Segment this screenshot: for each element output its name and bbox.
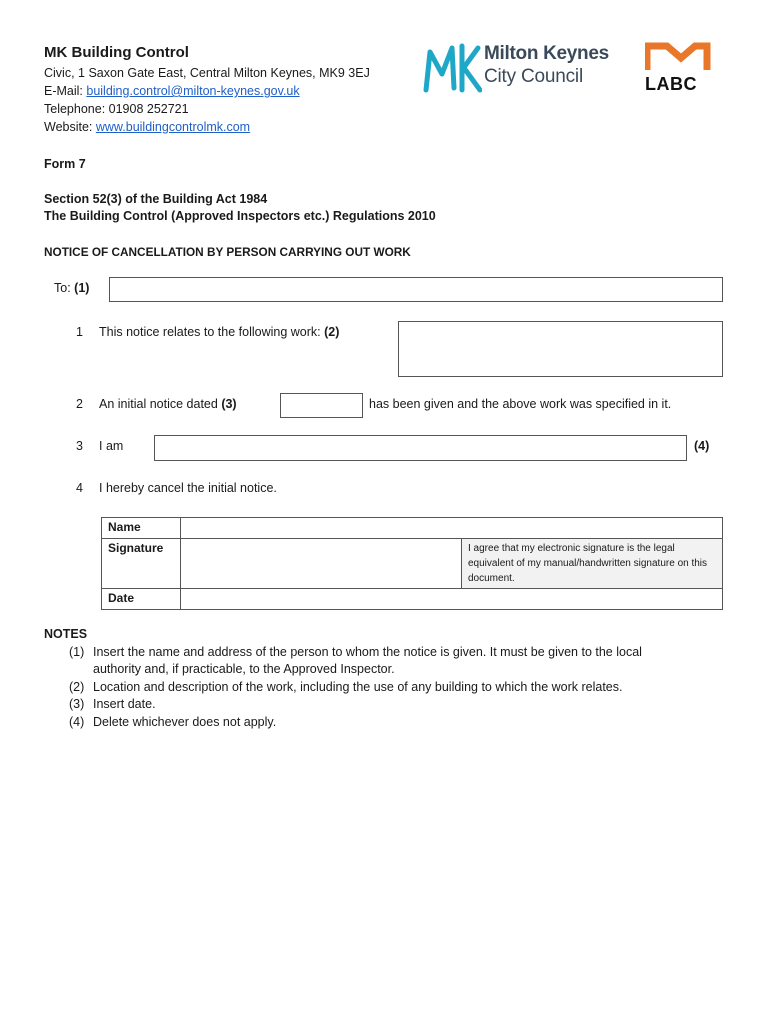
item-1-number: 1	[76, 325, 83, 339]
note-1-ref: (1)	[69, 645, 85, 659]
telephone: Telephone: 01908 252721	[44, 102, 189, 116]
org-name: MK Building Control	[44, 44, 189, 61]
section-reference: Section 52(3) of the Building Act 1984	[44, 192, 268, 206]
date-input[interactable]	[181, 589, 723, 610]
to-label-text: To:	[54, 281, 75, 295]
initial-notice-date-input[interactable]	[280, 393, 363, 418]
note-2-text: Location and description of the work, including the use of any building to which the work relates.	[93, 680, 623, 694]
labc-roof-icon	[645, 42, 717, 72]
item-2-number: 2	[76, 397, 83, 411]
note-3-text: Insert date.	[93, 697, 156, 711]
note-4-ref: (4)	[69, 715, 85, 729]
note-2-ref: (2)	[69, 680, 85, 694]
labc-text: LABC	[645, 74, 697, 94]
website-line	[44, 120, 250, 134]
email-link[interactable]: building.control@milton-keynes.gov.uk	[86, 84, 300, 98]
date-label: Date	[102, 589, 181, 610]
name-label: Name	[102, 518, 181, 539]
note-3-ref: (3)	[69, 697, 85, 711]
item-2-label	[99, 397, 237, 411]
signature-label: Signature	[102, 539, 181, 589]
council-name-line1: Milton Keynes	[484, 43, 609, 64]
email-line	[44, 84, 300, 98]
item-1-label	[99, 325, 339, 339]
note-1-line2: authority and, if practicable, to the Approved Inspector.	[93, 662, 395, 676]
to-ref: (1)	[74, 281, 90, 295]
item-3-text: I am	[99, 439, 124, 453]
address: Civic, 1 Saxon Gate East, Central Milton Keynes, MK9 3EJ	[44, 66, 370, 80]
website-label: Website:	[44, 120, 96, 134]
i-am-input[interactable]	[154, 435, 687, 461]
notice-title: NOTICE OF CANCELLATION BY PERSON CARRYING OUT WORK	[44, 245, 411, 259]
council-name-line2: City Council	[484, 66, 583, 87]
item-1-ref: (2)	[324, 325, 340, 339]
notes-heading: NOTES	[44, 627, 88, 641]
item-3-ref: (4)	[694, 439, 710, 453]
item-4-text: I hereby cancel the initial notice.	[99, 481, 277, 495]
email-label: E-Mail:	[44, 84, 87, 98]
electronic-signature-agreement: I agree that my electronic signature is the legal equivalent of my manual/handwritten signature on this document.	[462, 539, 723, 589]
name-input[interactable]	[181, 518, 723, 539]
note-4-text: Delete whichever does not apply.	[93, 715, 277, 729]
item-2-ref: (3)	[221, 397, 237, 411]
note-1-line1: Insert the name and address of the person to whom the notice is given. It must be given to the local	[93, 645, 642, 659]
to-input[interactable]	[109, 277, 723, 302]
signature-table	[101, 517, 723, 610]
website-link[interactable]: www.buildingcontrolmk.com	[95, 120, 251, 134]
regulations-title: The Building Control (Approved Inspectors etc.) Regulations 2010	[44, 209, 436, 223]
item-2-after-text: has been given and the above work was specified in it.	[369, 397, 672, 411]
labc-logo	[645, 42, 717, 94]
item-3-number: 3	[76, 439, 83, 453]
item-1-text: This notice relates to the following work:	[99, 325, 325, 339]
milton-keynes-logo	[422, 40, 636, 96]
mk-logo-mark	[422, 40, 482, 96]
to-label	[54, 281, 89, 295]
signature-input[interactable]	[181, 539, 462, 589]
form-number: Form 7	[44, 157, 86, 171]
work-description-input[interactable]	[398, 321, 723, 377]
item-2-text: An initial notice dated	[99, 397, 222, 411]
item-4-number: 4	[76, 481, 83, 495]
